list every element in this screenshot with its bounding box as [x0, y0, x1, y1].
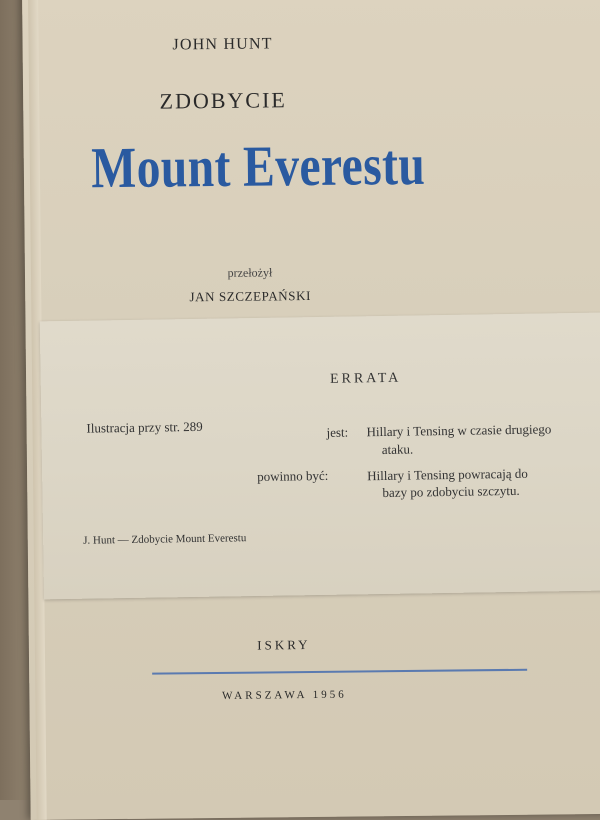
errata-heading: ERRATA: [329, 370, 402, 387]
errata-slip: [40, 312, 600, 599]
title-line-1: ZDOBYCIE: [159, 87, 287, 114]
errata-footer: J. Hunt — Zdobycie Mount Everestu: [83, 532, 247, 547]
imprint-place-year: WARSZAWA 1956: [222, 688, 347, 702]
publisher-name: ISKRY: [257, 637, 311, 653]
errata-page-reference: Ilustracja przy str. 289: [86, 418, 203, 436]
book-title-page: [22, 0, 600, 820]
errata-should-text-line-1: Hillary i Tensing powracają do: [367, 465, 528, 484]
translator-name: JAN SZCZEPAŃSKI: [189, 287, 312, 305]
author-name: JOHN HUNT: [172, 35, 273, 54]
errata-is-label: jest:: [326, 424, 349, 440]
divider-rule: [152, 669, 527, 675]
errata-is-text-line-2: ataku.: [381, 441, 414, 458]
errata-should-label: powinno być:: [257, 467, 329, 484]
book-title: Mount Everestu: [91, 131, 426, 201]
errata-should-text-line-2: bazy po zdobyciu szczytu.: [382, 482, 520, 501]
errata-is-text-line-1: Hillary i Tensing w czasie drugiego: [366, 421, 552, 440]
translated-by-label: przełożył: [227, 265, 273, 280]
